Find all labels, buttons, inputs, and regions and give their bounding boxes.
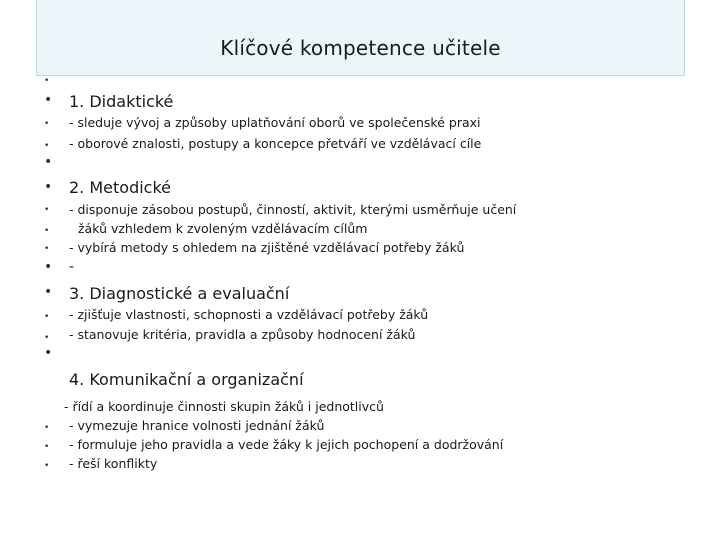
bullet: •: [44, 119, 50, 129]
list-item: - sleduje vývoj a způsoby uplatňování oborů ve společenské praxi: [69, 115, 481, 130]
list-item: - disponuje zásobou postupů, činností, aktivit, kterými usměrňuje učení: [69, 202, 517, 217]
bullet: •: [44, 92, 53, 108]
bullet: •: [44, 333, 50, 343]
list-item: - stanovuje kritéria, pravidla a způsoby hodnocení žáků: [69, 327, 416, 342]
page-title: Klíčové kompetence učitele: [220, 36, 501, 60]
list-item: - oborové znalosti, postupy a koncepce přetváří ve vzdělávací cíle: [69, 136, 482, 151]
bullet: •: [44, 423, 50, 433]
bullet: •: [44, 179, 53, 195]
bullet: •: [44, 154, 53, 170]
bullet: •: [44, 345, 53, 361]
list-item: žáků vzhledem k zvoleným vzdělávacím cílům: [78, 221, 368, 236]
section-heading-metodicke: 2. Metodické: [69, 178, 171, 197]
section-heading-didakticke: 1. Didaktické: [69, 92, 174, 111]
bullet: •: [44, 442, 50, 452]
bullet: •: [44, 226, 50, 236]
title-box: [36, 0, 685, 76]
list-item: -: [69, 259, 75, 275]
section-heading-diagnosticke: 3. Diagnostické a evaluační: [69, 284, 290, 303]
bullet: •: [44, 76, 50, 86]
bullet: •: [44, 141, 50, 151]
bullet: •: [44, 461, 50, 471]
bullet: •: [44, 244, 50, 254]
list-item: - zjišťuje vlastnosti, schopnosti a vzdělávací potřeby žáků: [69, 307, 429, 322]
section-heading-komunikacni: 4. Komunikační a organizační: [69, 370, 304, 389]
list-item: - řeší konflikty: [69, 456, 158, 471]
bullet: •: [44, 312, 50, 322]
list-item: - vybírá metody s ohledem na zjištěné vzdělávací potřeby žáků: [69, 240, 465, 255]
list-item: - řídí a koordinuje činnosti skupin žáků i jednotlivců: [64, 399, 384, 414]
list-item: - formuluje jeho pravidla a vede žáky k jejich pochopení a dodržování: [69, 437, 504, 452]
bullet: •: [44, 205, 50, 215]
bullet: •: [44, 284, 53, 300]
list-item: - vymezuje hranice volnosti jednání žáků: [69, 418, 325, 433]
bullet: •: [44, 259, 53, 275]
